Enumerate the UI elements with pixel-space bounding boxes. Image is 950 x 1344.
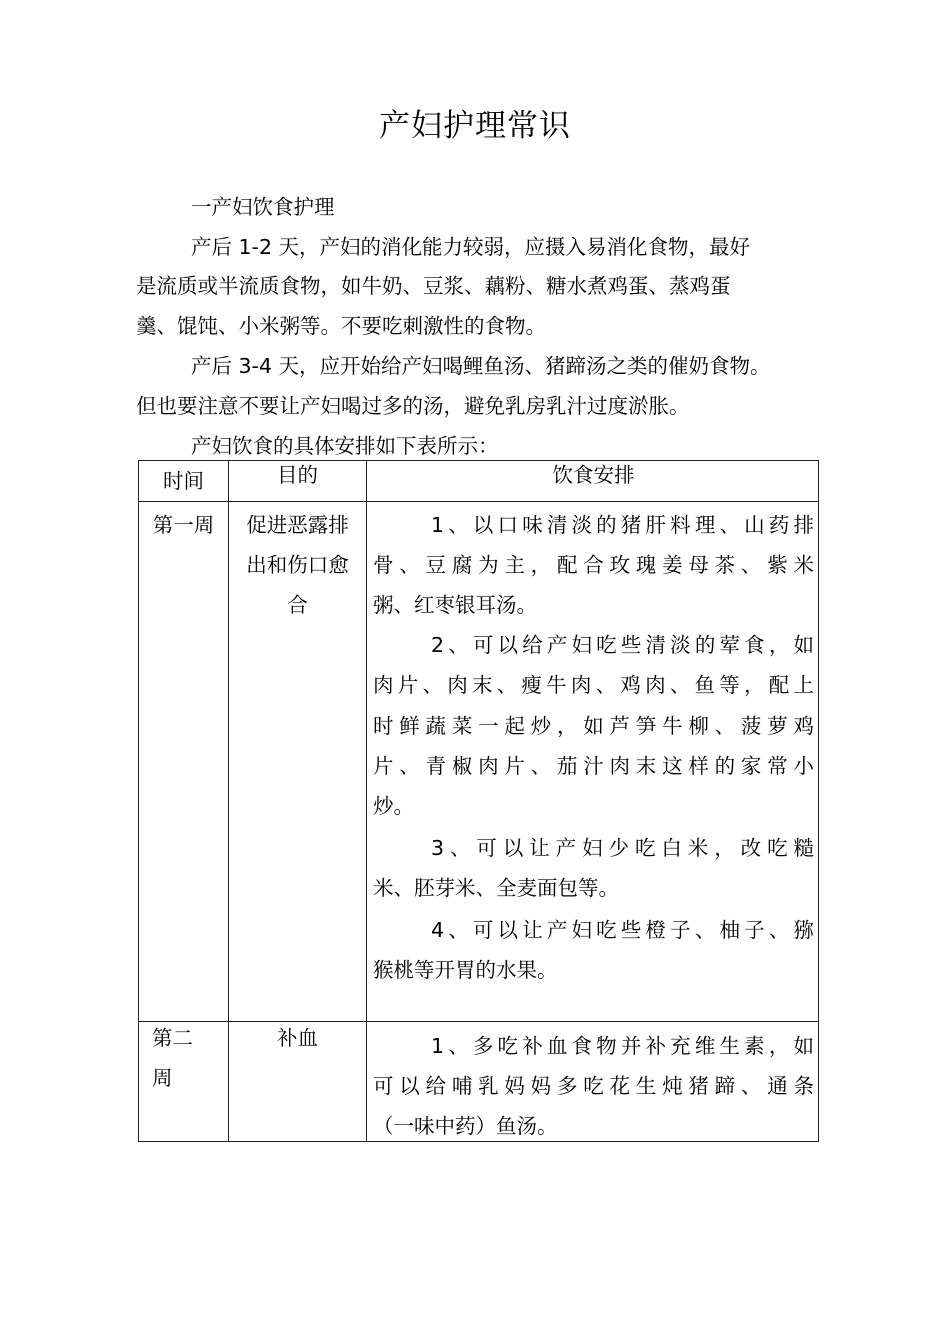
- row2-time-line: 第二: [152, 1026, 193, 1050]
- row1-plan-line: 3、可以让产妇少吃白米，改吃糙: [431, 836, 814, 860]
- row1-purpose-line: 出和伤口愈: [246, 553, 349, 577]
- row1-plan-line: 米、胚芽米、全麦面包等。: [373, 876, 619, 900]
- paragraph-line: 但也要注意不要让产妇喝过多的汤，避免乳房乳汁过度淤胀。: [136, 394, 690, 418]
- row1-plan-line: 骨、豆腐为主，配合玫瑰姜母茶、紫米: [373, 553, 814, 577]
- row1-plan-line: 粥、红枣银耳汤。: [373, 593, 537, 617]
- row1-plan-line: 4、可以让产妇吃些橙子、柚子、猕: [431, 918, 814, 942]
- row1-plan-line: 2、可以给产妇吃些清淡的荤食，如: [431, 633, 814, 657]
- paragraph-line: 产后 3-4 天，应开始给产妇喝鲤鱼汤、猪蹄汤之类的催奶食物。: [191, 354, 771, 378]
- row2-purpose: 补血: [277, 1026, 318, 1050]
- paragraph-line: 产后 1-2 天，产妇的消化能力较弱，应摄入易消化食物，最好: [191, 235, 751, 259]
- row1-plan-line: 1、以口味清淡的猪肝料理、山药排: [431, 513, 814, 537]
- row2-plan-line: 可以给哺乳妈妈多吃花生炖猪蹄、通条: [373, 1074, 814, 1098]
- row2-plan-line: （一味中药）鱼汤。: [373, 1114, 558, 1138]
- paragraph-line: 产妇饮食的具体安排如下表所示：: [191, 434, 499, 458]
- row1-purpose-line: 合: [287, 593, 308, 617]
- header-purpose: 目的: [277, 463, 318, 487]
- row2-plan-line: 1、多吃补血食物并补充维生素，如: [431, 1034, 814, 1058]
- page-title: 产妇护理常识: [379, 108, 571, 144]
- row1-plan-line: 猴桃等开胃的水果。: [373, 958, 558, 982]
- diet-table: [138, 460, 819, 1142]
- header-time: 时间: [163, 469, 204, 493]
- row1-plan-line: 时鲜蔬菜一起炒，如芦笋牛柳、菠萝鸡: [373, 714, 814, 738]
- row1-plan-line: 肉片、肉末、瘦牛肉、鸡肉、鱼等，配上: [373, 673, 814, 697]
- section-heading: 一产妇饮食护理: [191, 195, 335, 219]
- table-divider: [139, 501, 818, 502]
- header-plan: 饮食安排: [552, 463, 635, 487]
- row1-time: 第一周: [152, 513, 215, 537]
- table-divider: [366, 461, 367, 1141]
- row1-plan-line: 片、青椒肉片、茄汁肉末这样的家常小: [373, 754, 814, 778]
- row2-time-line: 周: [152, 1066, 173, 1090]
- row1-purpose-line: 促进恶露排: [246, 513, 349, 537]
- paragraph-line: 是流质或半流质食物，如牛奶、豆浆、藕粉、糖水煮鸡蛋、蒸鸡蛋: [136, 274, 731, 298]
- row1-plan-line: 炒。: [373, 794, 414, 818]
- paragraph-line: 羹、馄饨、小米粥等。不要吃刺激性的食物。: [136, 314, 546, 338]
